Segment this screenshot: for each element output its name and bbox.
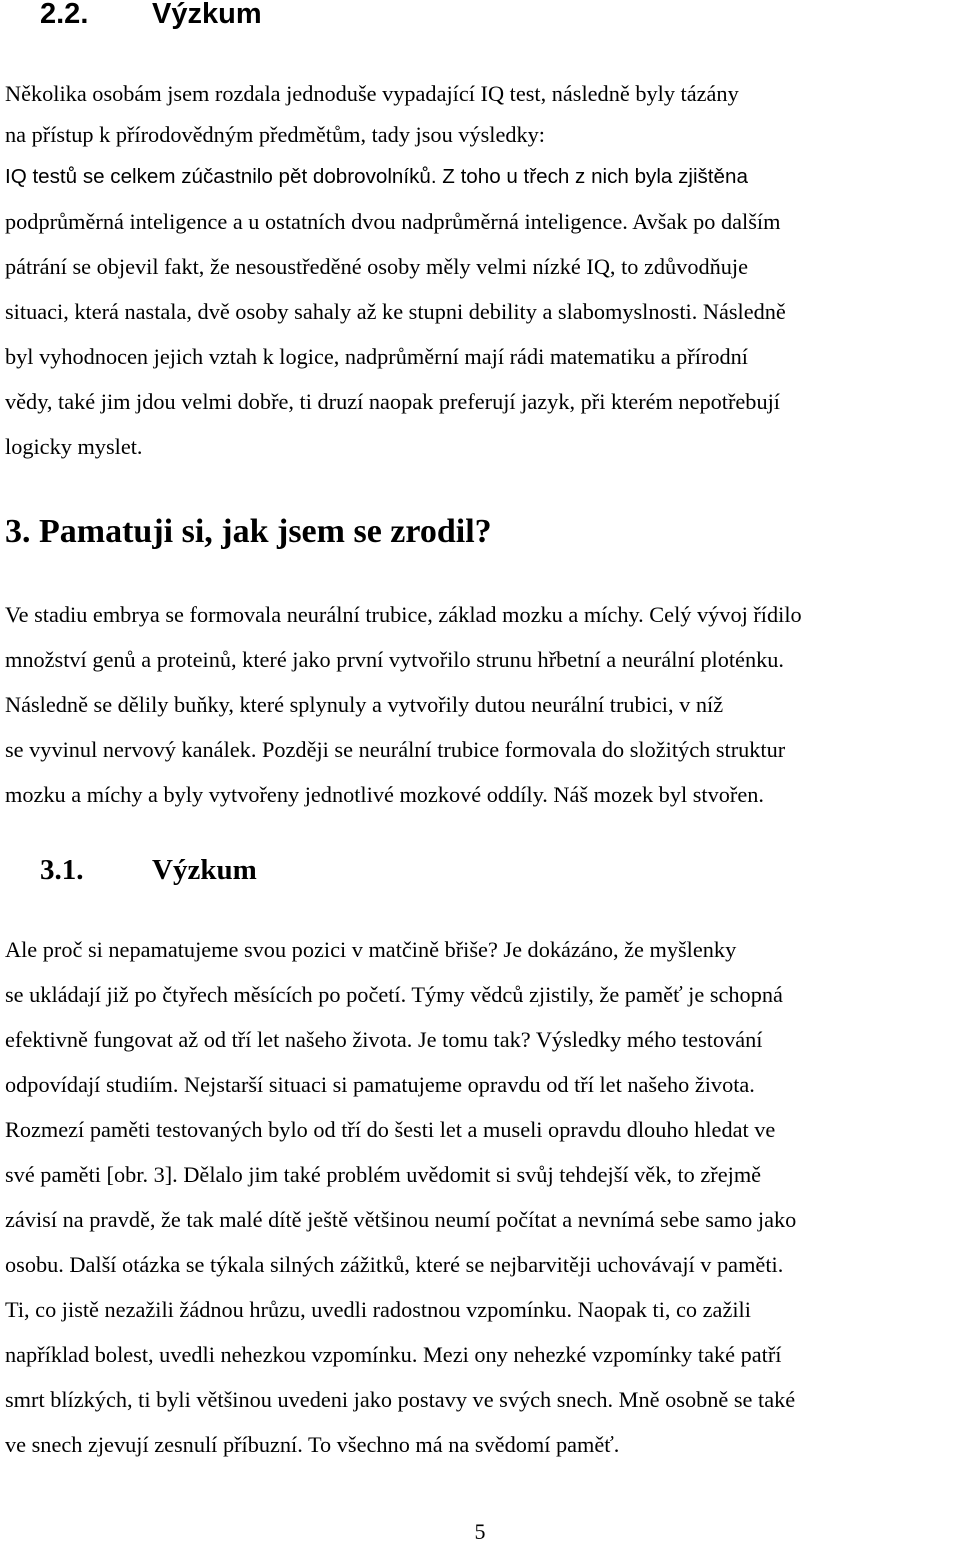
paragraph-line: IQ testů se celkem zúčastnilo pět dobrovolníků. Z toho u třech z nich byla zjištěna <box>5 165 748 188</box>
paragraph-line: Rozmezí paměti testovaných bylo od tří do šesti let a museli opravdu dlouho hledat ve <box>5 1117 776 1142</box>
paragraph-line: situaci, která nastala, dvě osoby sahaly až ke stupni debility a slabomyslnosti. Následně <box>5 299 786 324</box>
paragraph-line: Následně se dělily buňky, které splynuly a vytvořily dutou neurální trubici, v níž <box>5 692 724 717</box>
section-3-1-paragraph <box>5 927 955 1467</box>
section-2-2-heading <box>40 0 262 34</box>
section-2-2-paragraph <box>5 71 955 469</box>
paragraph-line: závisí na pravdě, že tak malé dítě ještě většinou neumí počítat a nevnímá sebe samo jako <box>5 1207 797 1232</box>
paragraph-line: Ti, co jistě nezažili žádnou hrůzu, uvedli radostnou vzpomínku. Naopak ti, co zažili <box>5 1297 751 1322</box>
paragraph-line: osobu. Další otázka se týkala silných zážitků, které se nejbarvitěji uchovávají v paměti. <box>5 1252 784 1277</box>
paragraph-line: ve snech zjevují zesnulí příbuzní. To všechno má na svědomí paměť. <box>5 1432 620 1457</box>
paragraph-line: Několika osobám jsem rozdala jednoduše vypadající IQ test, následně byly tázány <box>5 81 739 106</box>
section-3-1-title: Výzkum <box>152 854 257 886</box>
section-3-heading: 3. Pamatuji si, jak jsem se zrodil? <box>5 513 492 550</box>
paragraph-line: podprůměrná inteligence a u ostatních dvou nadprůměrná inteligence. Avšak po dalším <box>5 209 781 234</box>
paragraph-line: Ve stadiu embrya se formovala neurální trubice, základ mozku a míchy. Celý vývoj řídilo <box>5 602 802 627</box>
paragraph-line: vědy, také jim jdou velmi dobře, ti druzí naopak preferují jazyk, při kterém nepotřebují <box>5 389 780 414</box>
paragraph-line: odpovídají studiím. Nejstarší situaci si pamatujeme opravdu od tří let našeho života. <box>5 1072 755 1097</box>
paragraph-line: Ale proč si nepamatujeme svou pozici v matčině břiše? Je dokázáno, že myšlenky <box>5 937 737 962</box>
paragraph-line: na přístup k přírodovědným předmětům, tady jsou výsledky: <box>5 122 546 147</box>
paragraph-line: smrt blízkých, ti byli většinou uvedeni jako postavy ve svých snech. Mně osobně se také <box>5 1387 796 1412</box>
paragraph-line: mozku a míchy a byly vytvořeny jednotlivé mozkové oddíly. Náš mozek byl stvořen. <box>5 782 764 807</box>
paragraph-line: se vyvinul nervový kanálek. Později se neurální trubice formovala do složitých struktur <box>5 737 786 762</box>
paragraph-line: se ukládají již po čtyřech měsících po početí. Týmy vědců zjistily, že paměť je schopná <box>5 982 783 1007</box>
section-3-1-number: 3.1. <box>40 854 84 886</box>
paragraph-line: logicky myslet. <box>5 434 143 459</box>
paragraph-line: své paměti [obr. 3]. Dělalo jim také problém uvědomit si svůj tehdejší věk, to zřejmě <box>5 1162 762 1187</box>
section-2-2-number: 2.2. <box>40 0 89 30</box>
paragraph-line: množství genů a proteinů, které jako první vytvořilo strunu hřbetní a neurální ploténku. <box>5 647 784 672</box>
paragraph-line: efektivně fungovat až od tří let našeho života. Je tomu tak? Výsledky mého testování <box>5 1027 763 1052</box>
section-3-paragraph <box>5 592 955 817</box>
section-3-1-heading <box>40 848 257 892</box>
paragraph-line: byl vyhodnocen jejich vztah k logice, nadprůměrní mají rádi matematiku a přírodní <box>5 344 749 369</box>
paragraph-line: například bolest, uvedli nehezkou vzpomínku. Mezi ony nehezké vzpomínky také patří <box>5 1342 782 1367</box>
section-2-2-title: Výzkum <box>152 0 262 30</box>
page-number: 5 <box>474 1519 486 1544</box>
paragraph-line: pátrání se objevil fakt, že nesoustředěné osoby měly velmi nízké IQ, to zdůvodňuje <box>5 254 749 279</box>
